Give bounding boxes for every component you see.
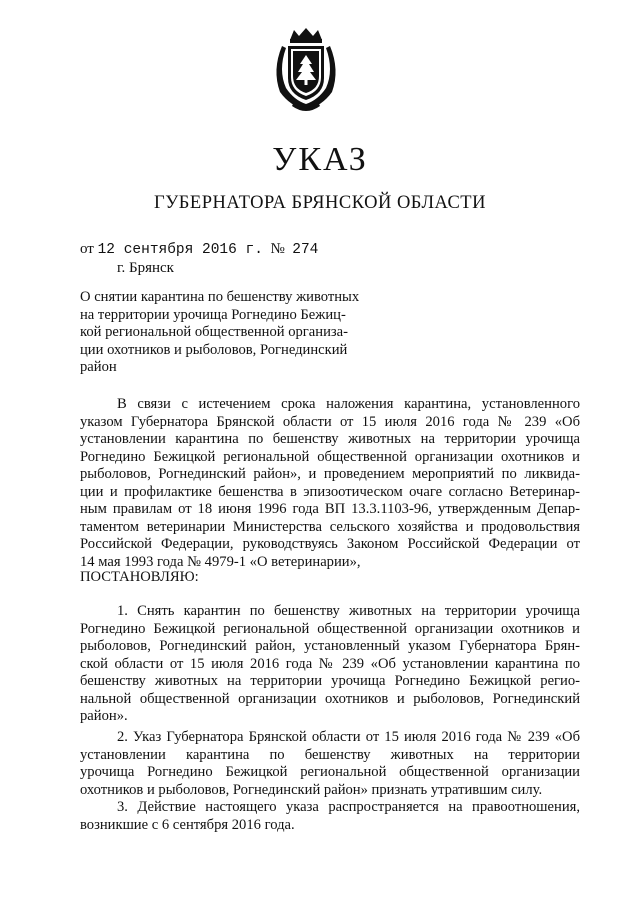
text-line: ции и профилактике бешенства в эпизоотическом очаге согласно Ветеринар- <box>80 483 580 500</box>
subject-line: О снятии карантина по бешенству животных <box>80 289 360 305</box>
decree-item-1 <box>80 603 580 726</box>
text-line: бешенству животных на территории урочища Рогнедино Бежицкой регио- <box>80 673 580 689</box>
text-line: ской области от 15 июля 2016 года № 239 «Об установлении карантина по <box>80 655 580 672</box>
decree-item-2 <box>80 729 580 799</box>
text-line: район». <box>80 708 128 724</box>
text-line: Рогнедино Бежицкой региональной общественной организации охотников и <box>80 448 580 465</box>
subject-line: ции охотников и рыболовов, Рогнединский <box>80 341 348 358</box>
date-value: 12 сентября 2016 г. <box>97 242 263 258</box>
decree-item-3 <box>80 799 580 834</box>
text-line: 1. Снять карантин по бешенству животных на территории урочища <box>117 603 580 619</box>
document-title: УКАЗ <box>272 141 368 178</box>
text-line: 3. Действие настоящего указа распространяется на правоотношения, <box>117 799 580 815</box>
text-line: охотников и рыболовов, Рогнединский район» признать утратившим силу. <box>80 781 543 798</box>
text-line: рыболовов, Рогнединский район», и проведением мероприятий по ликвида- <box>80 466 580 482</box>
text-line: рыболовов, Рогнединский район, установленный указом Губернатора Брян- <box>80 638 580 654</box>
text-line: урочища Рогнедино Бежицкой региональной общественной организации <box>80 764 580 780</box>
date-number-line <box>80 239 318 260</box>
coat-of-arms-icon <box>268 26 344 112</box>
text-line: возникшие с 6 сентября 2016 года. <box>80 816 295 833</box>
text-line: установлении карантина по бешенству животных на территории урочища <box>80 431 580 447</box>
text-line: Российской Федерации, руководствуясь Законом Российской Федерации от <box>80 536 580 552</box>
text-line: указом Губернатора Брянской области от 15 июля 2016 года № 239 «Об <box>80 413 580 430</box>
subject-line: кой региональной общественной организа- <box>80 324 348 340</box>
text-line: нальной общественной организации охотников и рыболовов, Рогнединский <box>80 690 580 707</box>
text-line: установлении карантина по бешенству животных на территории <box>80 746 580 763</box>
subject-block <box>80 289 380 377</box>
subject-line: на территории урочища Рогнедино Бежиц- <box>80 306 346 323</box>
city-label: г. Брянск <box>117 260 174 276</box>
document-number: 274 <box>292 242 319 258</box>
text-line: ным правилам от 18 июня 1996 года ВП 13.3.1103-96, утвержденным Депар- <box>80 501 580 517</box>
text-line: таментом ветеринарии Министерства сельского хозяйства и продовольствия <box>80 518 580 535</box>
subject-line: район <box>80 359 117 375</box>
number-sign: № <box>270 241 285 257</box>
date-prefix: от <box>80 241 94 257</box>
preamble-paragraph <box>80 396 580 571</box>
text-line: Рогнедино Бежицкой региональной общественной организации охотников и <box>80 620 580 637</box>
text-line: 2. Указ Губернатора Брянской области от 15 июля 2016 года № 239 «Об <box>117 729 580 745</box>
text-line: В связи с истечением срока наложения карантина, установленного <box>117 396 580 412</box>
text-line: 14 мая 1993 года № 4979-1 «О ветеринарии», <box>80 553 361 570</box>
decree-word: ПОСТАНОВЛЯЮ: <box>80 569 199 585</box>
document-subtitle: ГУБЕРНАТОРА БРЯНСКОЙ ОБЛАСТИ <box>154 193 486 213</box>
